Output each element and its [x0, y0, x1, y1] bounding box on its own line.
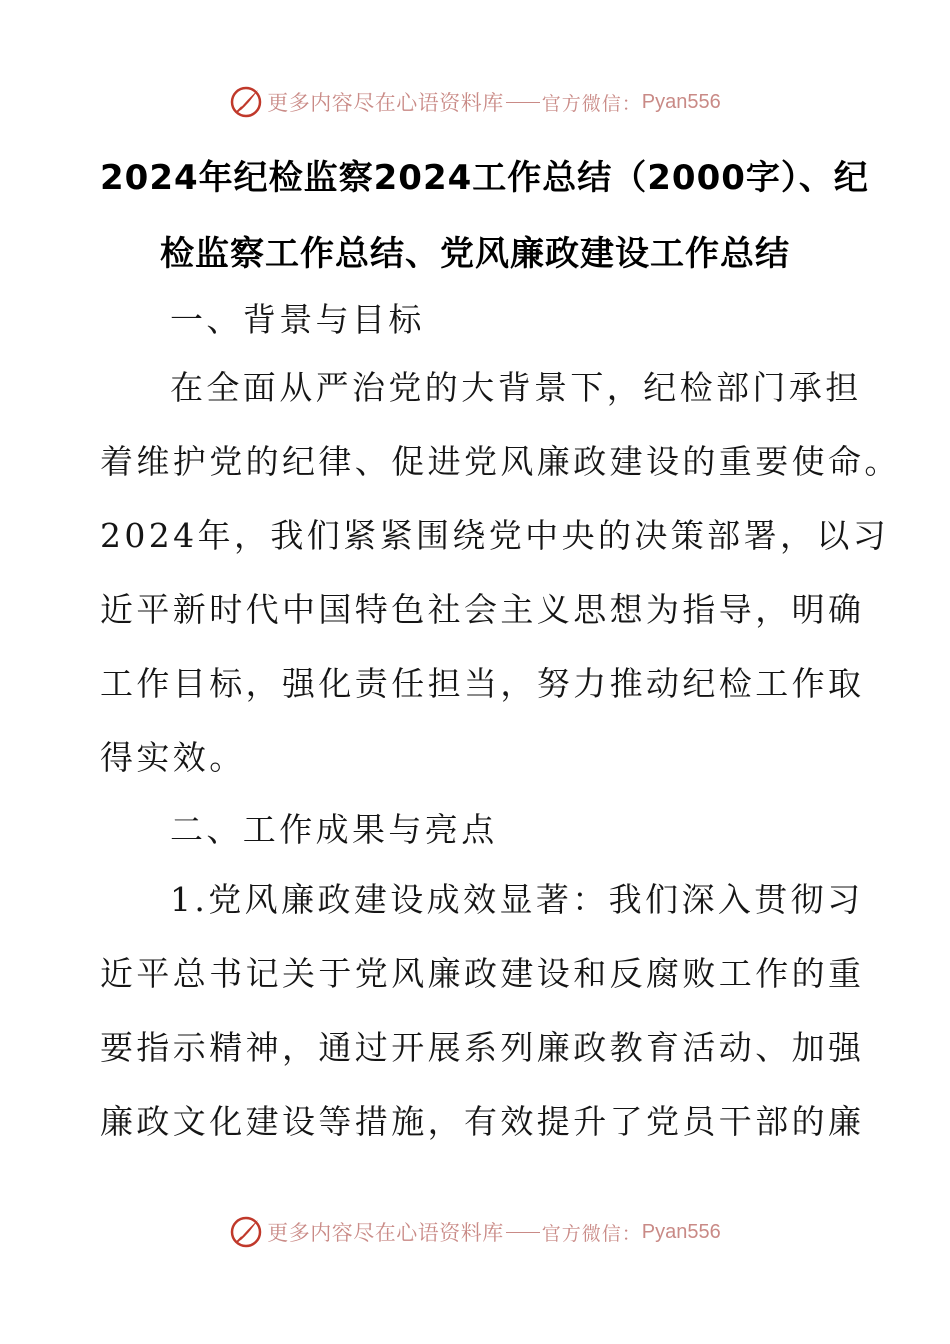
paragraph-line: 近平新时代中国特色社会主义思想为指导，明确	[100, 590, 865, 629]
paragraph-line: 要指示精神，通过开展系列廉政教育活动、加强	[100, 1028, 865, 1067]
paragraph-line: 2024年，我们紧紧围绕党中央的决策部署，以习	[100, 516, 890, 555]
footer-watermark	[0, 1212, 950, 1252]
paragraph-line: 廉政文化建设等措施，有效提升了党员干部的廉	[100, 1102, 865, 1141]
watermark-dash	[506, 102, 540, 103]
paragraph-line: 着维护党的纪律、促进党风廉政建设的重要使命。	[100, 442, 901, 481]
watermark-label: 官方微信：	[541, 1222, 642, 1245]
paragraph-line: 在全面从严治党的大背景下，纪检部门承担	[170, 368, 862, 407]
document-title-line-2: 检监察工作总结、党风廉政建设工作总结	[160, 234, 790, 274]
paragraph-line: 工作目标，强化责任担当，努力推动纪检工作取	[100, 664, 865, 703]
feather-pen-icon	[229, 1215, 263, 1249]
header-watermark	[0, 82, 950, 122]
watermark-account: Pyan556	[641, 1220, 721, 1243]
watermark-dash	[506, 1232, 540, 1233]
watermark-account: Pyan556	[641, 90, 721, 113]
watermark-label: 官方微信：	[541, 92, 642, 115]
section-heading: 二、工作成果与亮点	[170, 810, 498, 849]
paragraph-line: 1.党风廉政建设成效显著：我们深入贯彻习	[170, 880, 864, 919]
watermark-brand: 更多内容尽在心语资料库	[267, 1221, 504, 1245]
section-heading: 一、背景与目标	[170, 300, 425, 339]
feather-pen-icon	[229, 85, 263, 119]
paragraph-line: 得实效。	[100, 738, 246, 777]
paragraph-line: 近平总书记关于党风廉政建设和反腐败工作的重	[100, 954, 865, 993]
document-title-line-1: 2024年纪检监察2024工作总结（2000字）、纪	[100, 158, 869, 198]
watermark-brand: 更多内容尽在心语资料库	[267, 91, 504, 115]
